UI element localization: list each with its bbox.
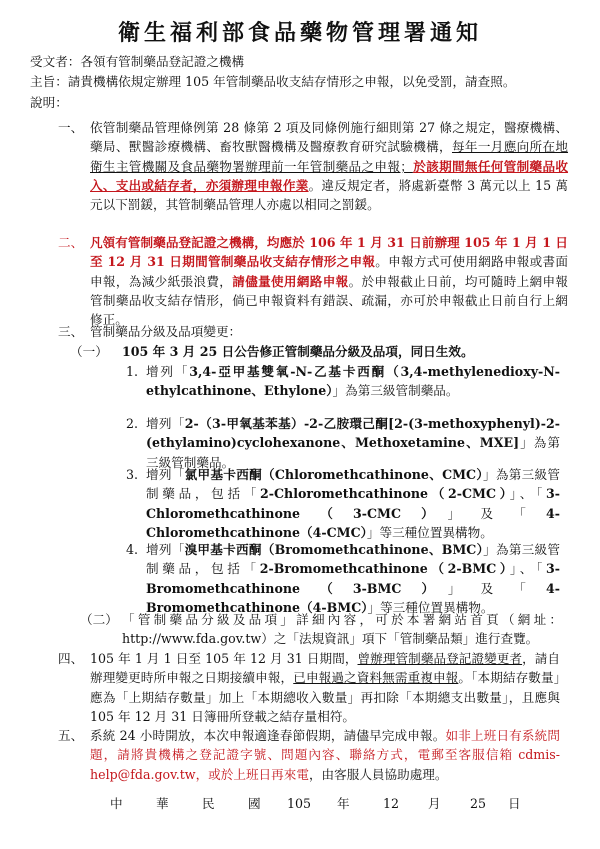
list-item-3-substance: 氯甲基卡西酮（Chloromethcathinone、CMC） [184,467,483,482]
sub-one-number: （一） [70,344,108,359]
list-item-2-text: 增列「2-（3-甲氧基苯基）-2-乙胺環己酮[2-(3-methoxyphenyl)-2-(ethylamino)cyclohexanone、Methoxetamine、MXE]」為第三級管制藥品。 [146,416,561,470]
subject-line: 主旨：請貴機構依規定辦理 105 年管制藥品收支結存情形之申報，以免受罰，請查照。 [30,74,516,89]
list-item-4-substance: 溴甲基卡西酮（Bromomethcathinone、BMC） [184,542,484,557]
item-four-text: 105 年 1 月 1 日至 105 年 12 月 31 日期間，曾辦理管制藥品登記證變更者，請自辦理變更時所申報之日期接續申報，已申報過之資料無需重複申報。「本期結存數量」應為「上期結存數量」加上「本期總收入數量」再扣除「本期總支出數量」，且應與 105 年 12 月 31 日簿冊所登載之結存量相符。 [90,651,561,724]
item-one-annual-deadline: 每年一月應向所在地衛生主管機關及食品藥物署辦理前一年管制藥品之申報； [90,139,569,174]
item-one-zero-report-note: 於該期間無任何管制藥品收入、支出或結存者，亦須辦理申報作業 [90,158,569,193]
item-one-number: 一、 [58,120,84,135]
item-four-number: 四、 [58,651,84,666]
list-item-3-text: 增列「氯甲基卡西酮（Chloromethcathinone、CMC）」為第三級管制藥品，包括「2-Chloromethcathinone（2-CMC）」、「3-Chloromethcathinone（3-CMC）」及「4-Chloromethcathinone（4-CMC）」等三種位置異構物。 [146,467,561,540]
list-item-1-number: 1. [126,364,139,379]
sub-two-number: （二） [80,612,118,627]
item-two-part-b: 。申報方式可使用網路申報或書面申報，為減少紙張浪費， [90,254,569,289]
item-four-change-note: 曾辦理管制藥品登記證變更者 [357,651,523,666]
item-five-number: 五、 [58,728,84,743]
item-two-part-d: 。於申報截止日前，均可隨時上網申報管制藥品收支結存情形，倘已申報資料有錯誤、疏漏，亦可於申報截止日前自行上網修正。 [90,273,569,328]
item-five-text: 系統 24 小時開放，本次申報適逢春節假期，請儘早完成申報。如非上班日有系統問題，請將貴機構之登記證字號、問題內容、聯絡方式，電郵至客服信箱 cdmis-help@fda.gov.tw，或於上班日再來電，由客服人員協助處理。 [90,728,560,782]
item-four-no-repeat-note: 已申報過之資料無需重複申報 [293,670,459,686]
list-item-1-text: 增列「3,4-亞甲基雙氧-N-乙基卡西酮（3,4-methylenedioxy-N-ethylcathinone、Ethylone）」為第三級管制藥品。 [146,364,560,399]
item-two-number: 二、 [58,235,84,250]
sub-two-text: 「管制藥品分級及品項」詳細內容，可於本署網站首頁（網址：http://www.fda.gov.tw）之「法規資訊」項下「管制藥品類」進行查覽。 [122,612,562,647]
list-item-2-substance: 2-（3-甲氧基苯基）-2-乙胺環己酮[2-(3-methoxyphenyl)-2-(ethylamino)cyclohexanone、Methoxetamine、MXE] [146,416,560,451]
document-title: 衛生福利部食品藥物管理署通知 [117,21,482,46]
list-item-4-text: 增列「溴甲基卡西酮（Bromomethcathinone、BMC）」為第三級管制藥品，包括「2-Bromomethcathinone（2-BMC）」、「3-Bromomethcathinone（3-BMC）」及「4-Bromomethcathinone（4-BMC）」等三種位置異構物。 [146,542,561,615]
recipient-line: 受文者：各領有管制藥品登記證之機構 [30,54,245,69]
explanation-heading: 說明： [30,95,68,110]
item-two-online-note: 請儘量使用網路申報 [232,273,349,289]
sub-one-text: 105 年 3 月 25 日公告修正管制藥品分級及品項，同日生效。 [122,344,474,359]
list-item-4-number: 4. [126,542,139,557]
item-five-contact-note: 如非上班日有系統問題，請將貴機構之登記證字號、問題內容、聯絡方式，電郵至客服信箱 cdmis-help@fda.gov.tw，或於上班日再來電 [90,728,560,782]
list-item-1-substance: 3,4-亞甲基雙氧-N-乙基卡西酮（3,4-methylenedioxy-N-ethylcathinone、Ethylone） [146,364,560,399]
item-three-text: 管制藥品分級及品項變更： [90,324,242,339]
item-two-deadline: 凡領有管制藥品登記證之機構，均應於 106 年 1 月 31 日前辦理 105 年 1 月 1 日至 12 月 31 日期間管制藥品收支結存情形之申報 [90,235,568,270]
item-one-part-a: 依管制藥品管理條例第 28 條第 2 項及同條例施行細則第 27 條之規定，醫療機構、藥局、獸醫診療機構、畜牧獸醫機構及醫療教育研究試驗機構， [90,120,568,155]
list-item-3-number: 3. [126,467,139,482]
item-one-text [90,118,568,214]
item-two-text [90,233,568,329]
list-item-2-number: 2. [126,416,139,431]
notice-page: 衛生福利部食品藥物管理署通知 受文者：各領有管制藥品登記證之機構 主旨：請貴機構依規定辦理 105 年管制藥品收支結存情形之申報，以免受罰，請查照。 說明： 一、 依管制藥品管理條例第 28 條第 2 項及同條例施行細則第 27 條之規定，醫療機構、藥局、獸醫診療機構、畜牧獸醫機構及醫療教育研究試驗機構，每年一月應向所在地衛生主管機關及食品藥物署辦理前一年管制藥品之申報；於該期間無任何管制藥品收入、支出或結存者，亦須辦理申報作業。違反規定者，將處新臺幣 3 萬元以上 15 萬元以下罰鍰，其管制藥品管理人亦處以相同之罰鍰。 二、 凡領有管制藥品登記證之機構，均應於 106 年 1 月 31 日前辦理 105 年 1 月 1 日至 12 月 31 日期間管制藥品收支結存情形之申報。申報方式可使用網路申報或書面申報，為減少紙張浪費，請儘量使用網路申報。於申報截止日前，均可隨時上網申報管制藥品收支結存情形，倘已申報資料有錯誤、疏漏，亦可於申報截止日前自行上網修正。 三、 管制藥品分級及品項變更： （一） 105 年 3 月 25 日公告修正管制藥品分級及品項，同日生效。 1. 增列「3,4-亞甲基雙氧-N-乙基卡西酮（3,4-methylenedioxy-N-ethylcathinone、Ethylone）」為第三級管制藥品。 2. 增列「2-（3-甲氧基苯基）-2-乙胺環己酮[2-(3-methoxyphenyl)-2-(ethylamino)cyclohexanone、Methoxetamine、MXE]」為第三級管制藥品。 3. 增列「氯甲基卡西酮（Chloromethcathinone、CMC）」為第三級管制藥品，包括「2-Chloromethcathinone（2-CMC）」、「3-Chloromethcathinone（3-CMC）」及「4-Chloromethcathinone（4-CMC）」等三種位置異構物。 4. 增列「溴甲基卡西酮（Bromomethcathinone、BMC）」為第三級管制藥品，包括「2-Bromomethcathinone（2-BMC）」、「3-Bromomethcathinone（3-BMC）」及「4-Bromomethcathinone（4-BMC）」等三種位置異構物。 （二） 「管制藥品分級及品項」詳細內容，可於本署網站首頁（網址：http://www.fda.gov.tw）之「法規資訊」項下「管制藥品類」進行查覽。 四、 105 年 1 月 1 日至 105 年 12 月 31 日期間，曾辦理管制藥品登記證變更者，請自辦理變更時所申報之日期接續申報，已申報過之資料無需重複申報。「本期結存數量」應為「上期結存數量」加上「本期總收入數量」再扣除「本期總支出數量」，且應與 105 年 12 月 31 日簿冊所登載之結存量相符。 五、 系統 24 小時開放，本次申報適逢春節假期，請儘早完成申報。如非上班日有系統問題，請將貴機構之登記證字號、問題內容、聯絡方式，電郵至客服信箱 cdmis-help@fda.gov.tw，或於上班日再來電，由客服人員協助處理。 中 華 民 國 105 年 12 月 25 日 [0,0,600,849]
item-three-number: 三、 [58,324,84,339]
item-one-penalty: 。違反規定者，將處新臺幣 3 萬元以上 15 萬元以下罰鍰，其管制藥品管理人亦處以相同之罰鍰。 [90,177,568,213]
